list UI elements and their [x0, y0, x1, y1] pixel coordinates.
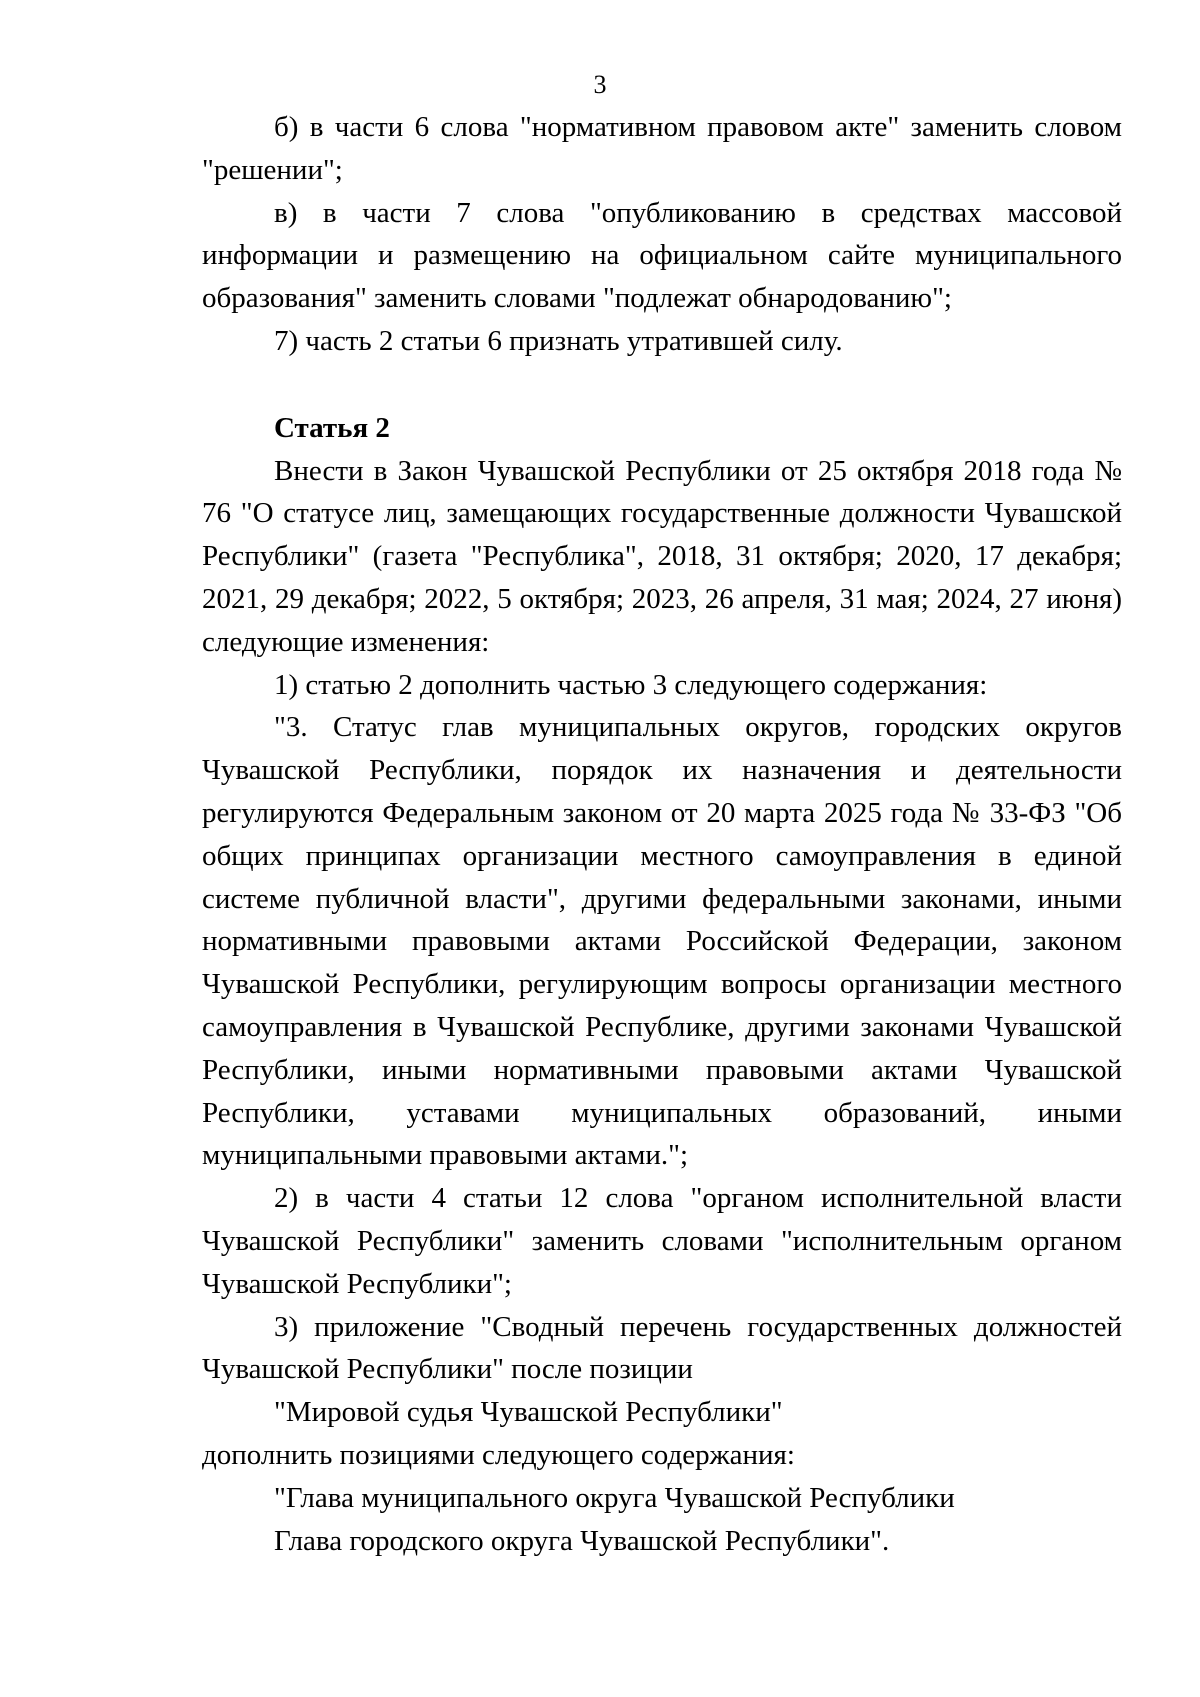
article-heading: Статья 2 — [274, 411, 390, 444]
paragraph: 3) приложение "Сводный перечень государственных должностей Чувашской Республики" после позиции — [202, 1310, 1122, 1386]
paragraph: Внести в Закон Чувашской Республики от 25 октября 2018 года № 76 "О статусе лиц, замещающих государственные должности Чувашской Республики" (газета "Республика", 2018, 31 октября; 2020, 17 декабря; 2021, 29 декабря; 2022, 5 октября; 2023, 26 апреля, 31 мая; 2024, 27 июня) следующие изменения: — [202, 454, 1122, 658]
paragraph: "Мировой судья Чувашской Республики" — [274, 1396, 783, 1429]
paragraph: 1) статью 2 дополнить частью 3 следующего содержания: — [274, 668, 988, 701]
position-line: "Глава муниципального округа Чувашской Республики — [274, 1481, 955, 1514]
document-body — [202, 106, 1122, 1562]
position-line: Глава городского округа Чувашской Республики". — [274, 1524, 890, 1557]
paragraph-unindented: дополнить позициями следующего содержания: — [202, 1438, 795, 1471]
paragraph: 7) часть 2 статьи 6 признать утратившей силу. — [274, 324, 843, 357]
paragraph: в) в части 7 слова "опубликованию в средствах массовой информации и размещению на официальном сайте муниципального образования" заменить словами "подлежат обнародованию"; — [202, 196, 1122, 315]
spacer — [202, 363, 1122, 407]
paragraph: б) в части 6 слова "нормативном правовом акте" заменить словом "решении"; — [202, 111, 1122, 186]
paragraph: "3. Статус глав муниципальных округов, городских округов Чувашской Республики, порядок их назначения и деятельности регулируются Федеральным законом от 20 марта 2025 года № 33-ФЗ "Об общих принципах организации местного самоуправления в единой системе публичной власти", другими федеральными законами, иными нормативными правовыми актами Российской Федерации, законом Чувашской Республики, регулирующим вопросы организации местного самоуправления в Чувашской Республике, другими законами Чувашской Республики, иными нормативными правовыми актами Чувашской Республики, уставами муниципальных образований, иными муниципальными правовыми актами."; — [202, 711, 1122, 1172]
page-number: 3 — [593, 70, 607, 99]
paragraph: 2) в части 4 статьи 12 слова "органом исполнительной власти Чувашской Республики" заменить словами "исполнительным органом Чувашской Республики"; — [202, 1182, 1122, 1300]
